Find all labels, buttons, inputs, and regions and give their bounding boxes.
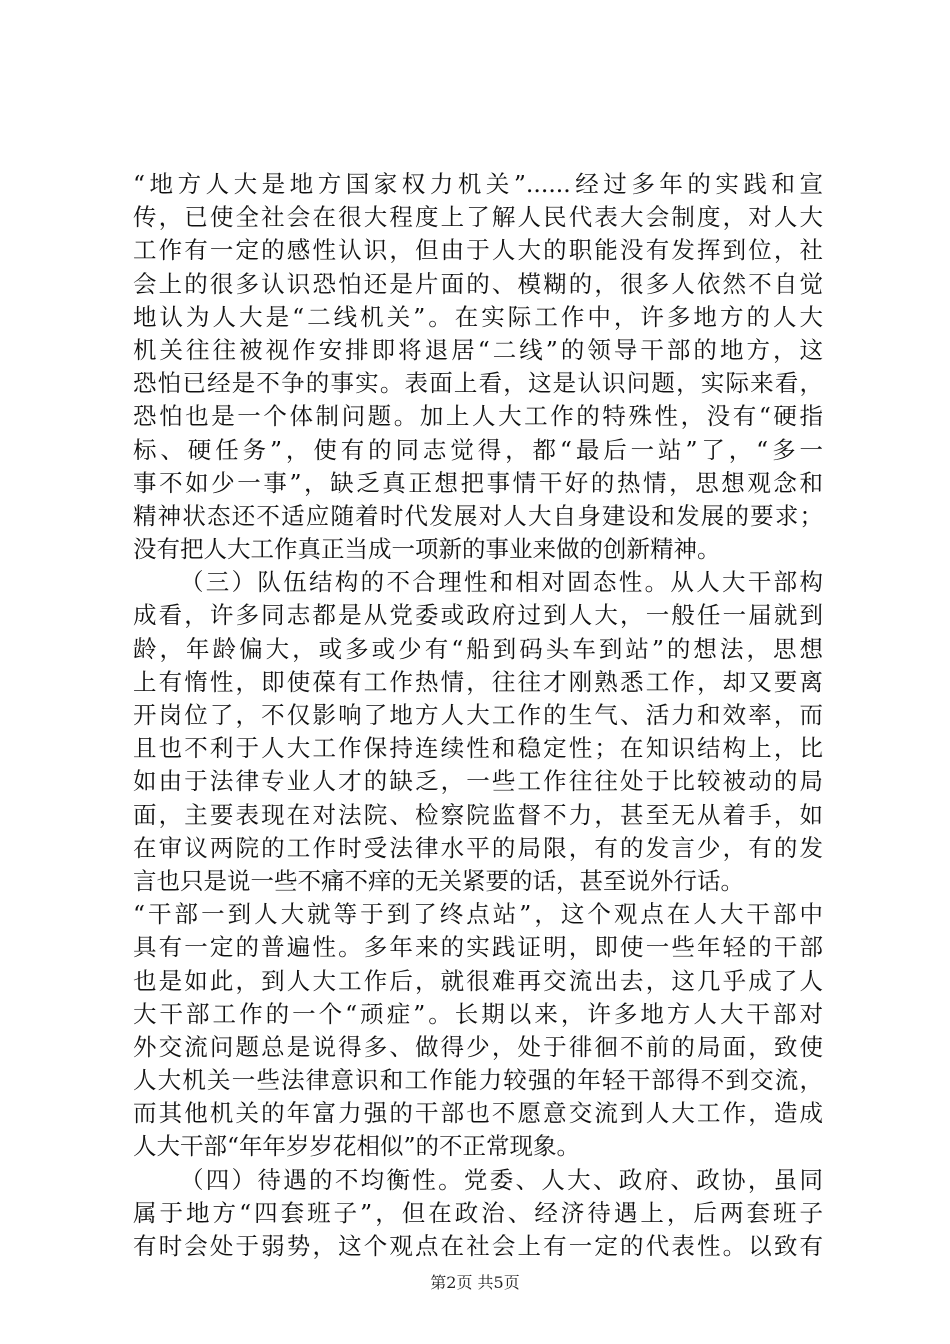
text-line: 地认为人大是“二线机关”。在实际工作中，许多地方的人大 [133, 302, 823, 331]
page-number: 第2页 共5页 [430, 1273, 520, 1292]
text-line: 精神状态还不适应随着时代发展对人大自身建设和发展的要求； [133, 501, 823, 530]
text-line: 标、硬任务”，使有的同志觉得，都“最后一站”了，“多一 [133, 435, 823, 464]
text-line: 具有一定的普遍性。多年来的实践证明，即使一些年轻的干部 [133, 933, 823, 962]
text-line: 传，已使全社会在很大程度上了解人民代表大会制度，对人大 [133, 203, 823, 232]
text-line: 会上的很多认识恐怕还是片面的、模糊的，很多人依然不自觉 [133, 269, 823, 298]
text-line: “干部一到人大就等于到了终点站”，这个观点在人大干部中 [133, 900, 823, 929]
text-line: 外交流问题总是说得多、做得少，处于徘徊不前的局面，致使 [133, 1032, 823, 1061]
text-line: 也是如此，到人大工作后，就很难再交流出去，这几乎成了人 [133, 966, 823, 995]
text-line: 没有把人大工作真正当成一项新的事业来做的创新精神。 [133, 535, 721, 564]
text-line: 恐怕已经是不争的事实。表面上看，这是认识问题，实际来看， [133, 369, 823, 398]
text-line: 属于地方“四套班子”，但在政治、经济待遇上，后两套班子 [133, 1198, 823, 1227]
text-line: 言也只是说一些不痛不痒的无关紧要的话，甚至说外行话。 [133, 866, 744, 895]
text-line: 大干部工作的一个“顽症”。长期以来，许多地方人大干部对 [133, 999, 823, 1028]
text-line: 工作有一定的感性认识，但由于人大的职能没有发挥到位，社 [133, 236, 823, 265]
text-line: 人大干部“年年岁岁花相似”的不正常现象。 [133, 1132, 581, 1161]
text-line: 成看，许多同志都是从党委或政府过到人大，一般任一届就到 [133, 601, 823, 630]
text-line: 人大机关一些法律意识和工作能力较强的年轻干部得不到交流， [133, 1066, 823, 1095]
document-body [133, 168, 823, 1263]
section-heading-line: （四）待遇的不均衡性。党委、人大、政府、政协，虽同 [180, 1165, 823, 1194]
text-line: 在审议两院的工作时受法律水平的局限，有的发言少，有的发 [133, 833, 823, 862]
text-line: 如由于法律专业人才的缺乏，一些工作往往处于比较被动的局 [133, 767, 823, 796]
section-heading-line: （三）队伍结构的不合理性和相对固态性。从人大干部构 [180, 568, 823, 597]
text-line: 面，主要表现在对法院、检察院监督不力，甚至无从着手，如 [133, 800, 823, 829]
text-line: 上有惰性，即使葆有工作热情，往往才刚熟悉工作，却又要离 [133, 667, 823, 696]
text-line: 恐怕也是一个体制问题。加上人大工作的特殊性，没有“硬指 [133, 402, 823, 431]
text-line: 开岗位了，不仅影响了地方人大工作的生气、活力和效率，而 [133, 701, 823, 729]
text-line: 有时会处于弱势，这个观点在社会上有一定的代表性。以致有 [133, 1232, 823, 1260]
text-line: “地方人大是地方国家权力机关”......经过多年的实践和宣 [133, 170, 823, 198]
text-line: 机关往往被视作安排即将退居“二线”的领导干部的地方，这 [133, 335, 823, 364]
text-line: 且也不利于人大工作保持连续性和稳定性；在知识结构上，比 [133, 734, 823, 763]
text-line: 而其他机关的年富力强的干部也不愿意交流到人大工作，造成 [133, 1099, 823, 1128]
text-line: 事不如少一事”，缺乏真正想把事情干好的热情，思想观念和 [133, 468, 823, 497]
text-line: 龄，年龄偏大，或多或少有“船到码头车到站”的想法，思想 [133, 634, 823, 663]
